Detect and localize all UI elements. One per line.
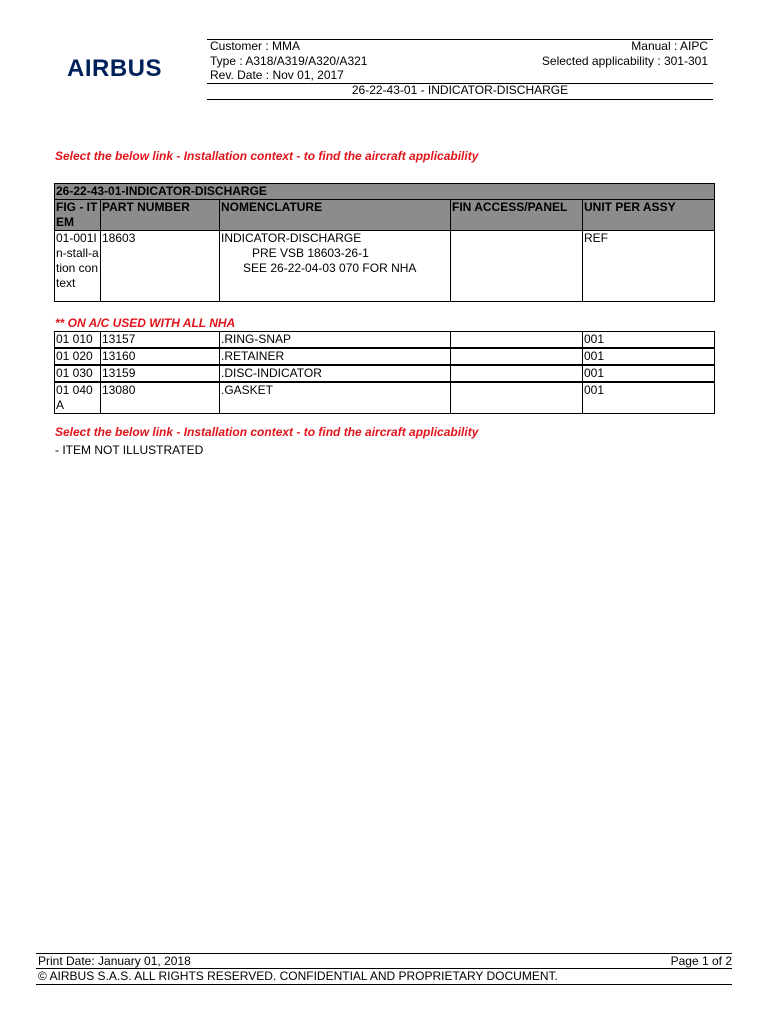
customer-label: Customer : MMA xyxy=(210,39,301,53)
installation-context-link-bottom[interactable]: Select the below link - Installation context - to find the aircraft applicability xyxy=(55,425,479,439)
nomenclature-cell: .GASKET xyxy=(220,383,451,414)
aircraft-type-label: Type : A318/A319/A320/A321 xyxy=(210,54,368,68)
col-header-fin: FIN ACCESS/PANEL xyxy=(451,200,583,231)
fin-cell xyxy=(451,366,583,382)
fin-cell xyxy=(451,231,583,302)
nomenclature-cell: .RETAINER xyxy=(220,349,451,365)
ac-note: ** ON A/C USED WITH ALL NHA xyxy=(55,316,236,330)
table-row xyxy=(55,383,715,414)
nomenclature-line: SEE 26-22-04-03 070 FOR NHA xyxy=(243,261,417,275)
page-number: Page 1 of 2 xyxy=(670,954,732,968)
part-number-cell: 13157 xyxy=(101,332,220,348)
fin-cell xyxy=(451,383,583,414)
table-row xyxy=(55,349,715,365)
units-cell: REF xyxy=(583,231,715,302)
parts-row-table xyxy=(54,382,715,414)
part-number-cell: 13080 xyxy=(101,383,220,414)
units-cell: 001 xyxy=(583,349,715,365)
table-row xyxy=(55,332,715,348)
section-title: 26-22-43-01 - INDICATOR-DISCHARGE xyxy=(351,83,569,97)
fig-item-cell: 01 010 xyxy=(55,332,101,348)
parts-header-table xyxy=(54,183,715,302)
part-number-cell: 13159 xyxy=(101,366,220,382)
fin-cell xyxy=(451,332,583,348)
fig-item-cell: 01 020 xyxy=(55,349,101,365)
installation-context-link[interactable]: Select the below link - Installation context - to find the aircraft applicability xyxy=(55,149,479,163)
part-number-cell: 18603 xyxy=(101,231,220,302)
units-cell: 001 xyxy=(583,366,715,382)
units-cell: 001 xyxy=(583,332,715,348)
not-illustrated-note: - ITEM NOT ILLUSTRATED xyxy=(55,443,204,457)
revision-date-label: Rev. Date : Nov 01, 2017 xyxy=(210,68,344,82)
parts-row-table xyxy=(54,348,715,365)
fin-cell xyxy=(451,349,583,365)
units-cell: 001 xyxy=(583,383,715,414)
header-bottom-rule xyxy=(207,99,713,100)
nomenclature-cell: .RING-SNAP xyxy=(220,332,451,348)
print-date: Print Date: January 01, 2018 xyxy=(38,954,191,968)
table-title: 26-22-43-01-INDICATOR-DISCHARGE xyxy=(55,184,715,200)
col-header-part-number: PART NUMBER xyxy=(101,200,220,231)
nomenclature-line: INDICATOR-DISCHARGE xyxy=(221,231,362,245)
footer-bottom-rule xyxy=(36,984,732,985)
fig-item-cell: 01 040 A xyxy=(55,383,101,414)
nomenclature-cell xyxy=(220,231,451,302)
table-row xyxy=(55,366,715,382)
airbus-logo: AIRBUS xyxy=(67,55,163,82)
manual-label: Manual : AIPC xyxy=(631,39,708,53)
table-row xyxy=(55,231,715,302)
parts-row-table xyxy=(54,365,715,382)
part-number-cell: 13160 xyxy=(101,349,220,365)
parts-row-table xyxy=(54,331,715,348)
copyright-notice: © AIRBUS S.A.S. ALL RIGHTS RESERVED. CONFIDENTIAL AND PROPRIETARY DOCUMENT. xyxy=(38,969,558,983)
nomenclature-cell: .DISC-INDICATOR xyxy=(220,366,451,382)
nomenclature-line: PRE VSB 18603-26-1 xyxy=(252,246,369,260)
col-header-nomenclature: NOMENCLATURE xyxy=(220,200,451,231)
applicability-label: Selected applicability : 301-301 xyxy=(541,54,708,68)
col-header-fig-item: FIG - IT EM xyxy=(55,200,101,231)
col-header-units: UNIT PER ASSY xyxy=(583,200,715,231)
fig-item-cell: 01 030 xyxy=(55,366,101,382)
installation-context-cell[interactable]: 01-001In-stall-ation context xyxy=(55,231,101,302)
